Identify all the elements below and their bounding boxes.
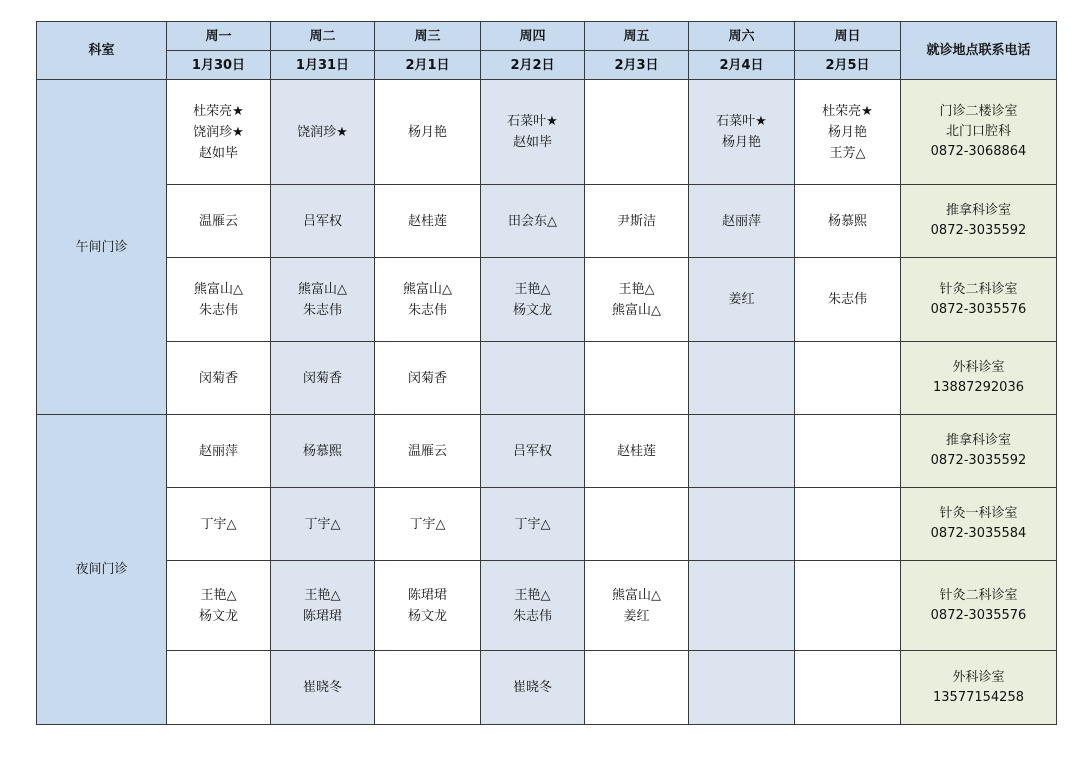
location-cell bbox=[901, 80, 1057, 185]
clinic-room-name: 针灸二科诊室 bbox=[939, 587, 1018, 603]
doctor-cell bbox=[271, 80, 375, 185]
phone-number: 0872-3035576 bbox=[930, 607, 1027, 623]
doctor-name: 朱志伟 bbox=[512, 608, 552, 624]
doctor-name: 王芳△ bbox=[829, 145, 866, 161]
doctor-cell bbox=[167, 651, 271, 725]
phone-number: 13577154258 bbox=[933, 689, 1024, 705]
clinic-room-name: 针灸一科诊室 bbox=[939, 506, 1018, 521]
clinic-room-name: 针灸二科诊室 bbox=[939, 281, 1018, 297]
doctor-name: 丁宇△ bbox=[514, 516, 551, 532]
doctor-name: 赵丽萍 bbox=[721, 213, 761, 229]
doctor-cell bbox=[689, 80, 795, 185]
phone-number: 0872-3035584 bbox=[930, 526, 1027, 541]
doctor-name: 温雁云 bbox=[407, 443, 447, 459]
doctor-cell bbox=[585, 651, 689, 725]
location-cell bbox=[901, 415, 1057, 488]
phone-number: 0872-3035592 bbox=[930, 453, 1027, 468]
doctor-cell bbox=[167, 80, 271, 185]
doctor-name: 王艳△ bbox=[618, 281, 655, 297]
doctor-name: 王艳△ bbox=[514, 281, 551, 297]
doctor-cell bbox=[481, 415, 585, 488]
doctor-name: 王艳△ bbox=[200, 587, 237, 603]
doctor-name: 闵菊香 bbox=[302, 370, 342, 386]
doctor-cell bbox=[375, 258, 481, 342]
doctor-name: 田会东△ bbox=[508, 213, 557, 229]
weekday-header: 周二 bbox=[271, 22, 375, 51]
doctor-cell bbox=[795, 488, 901, 561]
doctor-cell bbox=[795, 185, 901, 258]
doctor-name: 熊富山△ bbox=[298, 281, 347, 297]
doctor-cell bbox=[795, 258, 901, 342]
doctor-name: 朱志伟 bbox=[407, 302, 447, 318]
phone-number: 0872-3035576 bbox=[930, 301, 1027, 317]
table-row bbox=[37, 80, 1057, 185]
doctor-cell bbox=[585, 488, 689, 561]
doctor-cell bbox=[689, 185, 795, 258]
doctor-cell bbox=[585, 342, 689, 415]
doctor-name: 熊富山△ bbox=[612, 302, 661, 318]
doctor-name: 赵桂莲 bbox=[407, 213, 447, 229]
location-cell bbox=[901, 342, 1057, 415]
doctor-name: 熊富山△ bbox=[612, 587, 661, 603]
doctor-name: 饶润珍★ bbox=[193, 124, 244, 140]
location-cell bbox=[901, 258, 1057, 342]
table-row bbox=[37, 488, 1057, 561]
doctor-cell bbox=[375, 185, 481, 258]
doctor-cell bbox=[167, 258, 271, 342]
doctor-cell bbox=[481, 488, 585, 561]
doctor-cell bbox=[585, 258, 689, 342]
table-row bbox=[37, 258, 1057, 342]
phone-number: 0872-3068864 bbox=[930, 144, 1027, 159]
date-header: 2月2日 bbox=[481, 51, 585, 80]
doctor-name: 朱志伟 bbox=[302, 302, 342, 318]
doctor-cell bbox=[375, 80, 481, 185]
doctor-name: 赵如毕 bbox=[512, 135, 552, 150]
doctor-cell bbox=[689, 415, 795, 488]
doctor-cell bbox=[375, 488, 481, 561]
doctor-cell bbox=[167, 415, 271, 488]
doctor-cell bbox=[167, 342, 271, 415]
doctor-cell bbox=[481, 342, 585, 415]
phone-number: 0872-3035592 bbox=[930, 223, 1027, 238]
doctor-cell bbox=[795, 80, 901, 185]
doctor-name: 王艳△ bbox=[304, 587, 341, 603]
clinic-room-name: 门诊二楼诊室 bbox=[939, 104, 1018, 119]
doctor-cell bbox=[375, 342, 481, 415]
doctor-name: 杜荣亮★ bbox=[193, 103, 244, 119]
doctor-name: 赵桂莲 bbox=[616, 443, 656, 459]
weekday-header: 周一 bbox=[167, 22, 271, 51]
doctor-cell bbox=[167, 488, 271, 561]
doctor-name: 尹斯洁 bbox=[616, 213, 656, 229]
doctor-cell bbox=[481, 651, 585, 725]
doctor-name: 杜荣亮★ bbox=[822, 103, 873, 119]
phone-number: 13887292036 bbox=[933, 380, 1024, 395]
doctor-name: 饶润珍★ bbox=[297, 124, 348, 140]
doctor-cell bbox=[271, 415, 375, 488]
doctor-name: 杨文龙 bbox=[198, 608, 238, 624]
table-row bbox=[37, 185, 1057, 258]
doctor-name: 闵菊香 bbox=[198, 370, 238, 386]
doctor-cell bbox=[795, 651, 901, 725]
doctor-name: 姜红 bbox=[623, 608, 650, 624]
table-row bbox=[37, 415, 1057, 488]
date-header: 2月5日 bbox=[795, 51, 901, 80]
doctor-name: 朱志伟 bbox=[827, 292, 867, 307]
table-row bbox=[37, 651, 1057, 725]
doctor-cell bbox=[481, 561, 585, 651]
doctor-cell bbox=[795, 342, 901, 415]
table-row bbox=[37, 561, 1057, 651]
date-header: 2月1日 bbox=[375, 51, 481, 80]
location-cell bbox=[901, 651, 1057, 725]
doctor-cell bbox=[481, 185, 585, 258]
doctor-cell bbox=[689, 258, 795, 342]
location-column-header: 就诊地点联系电话 bbox=[901, 22, 1057, 80]
doctor-cell bbox=[271, 651, 375, 725]
location-cell bbox=[901, 185, 1057, 258]
date-header: 2月3日 bbox=[585, 51, 689, 80]
doctor-name: 温雁云 bbox=[198, 213, 238, 229]
weekday-header: 周日 bbox=[795, 22, 901, 51]
weekday-header: 周四 bbox=[481, 22, 585, 51]
doctor-cell bbox=[271, 342, 375, 415]
doctor-name: 丁宇△ bbox=[200, 516, 237, 532]
clinic-room-name: 推拿科诊室 bbox=[945, 203, 1011, 218]
doctor-cell bbox=[271, 258, 375, 342]
doctor-name: 陈珺珺 bbox=[407, 587, 447, 603]
date-header: 1月30日 bbox=[167, 51, 271, 80]
doctor-cell bbox=[271, 488, 375, 561]
doctor-name: 杨文龙 bbox=[407, 608, 447, 624]
date-header: 2月4日 bbox=[689, 51, 795, 80]
doctor-name: 吕军权 bbox=[302, 213, 342, 229]
doctor-cell bbox=[689, 488, 795, 561]
table-row bbox=[37, 342, 1057, 415]
doctor-name: 丁宇△ bbox=[304, 516, 341, 532]
doctor-cell bbox=[585, 415, 689, 488]
doctor-cell bbox=[689, 342, 795, 415]
doctor-name: 杨慕熙 bbox=[827, 213, 867, 229]
doctor-cell bbox=[375, 561, 481, 651]
doctor-name: 崔晓冬 bbox=[302, 680, 342, 695]
doctor-name: 吕军权 bbox=[512, 443, 552, 459]
weekday-header: 周六 bbox=[689, 22, 795, 51]
doctor-name: 王艳△ bbox=[514, 587, 551, 603]
doctor-name: 石菜叶★ bbox=[507, 114, 558, 129]
doctor-cell bbox=[689, 561, 795, 651]
doctor-name: 崔晓冬 bbox=[512, 680, 552, 695]
doctor-cell bbox=[375, 651, 481, 725]
doctor-cell bbox=[585, 80, 689, 185]
doctor-name: 杨月艳 bbox=[721, 135, 761, 150]
section-name-cell: 夜间门诊 bbox=[37, 415, 167, 725]
doctor-cell bbox=[585, 185, 689, 258]
doctor-cell bbox=[795, 415, 901, 488]
doctor-name: 陈珺珺 bbox=[302, 608, 342, 624]
doctor-name: 杨慕熙 bbox=[302, 443, 342, 459]
doctor-name: 闵菊香 bbox=[407, 370, 447, 386]
weekday-header: 周五 bbox=[585, 22, 689, 51]
doctor-cell bbox=[271, 561, 375, 651]
doctor-cell bbox=[375, 415, 481, 488]
weekday-header: 周三 bbox=[375, 22, 481, 51]
doctor-cell bbox=[689, 651, 795, 725]
doctor-cell bbox=[795, 561, 901, 651]
dept-column-header: 科室 bbox=[37, 22, 167, 80]
doctor-name: 姜红 bbox=[728, 292, 755, 307]
clinic-schedule-table bbox=[36, 21, 1057, 725]
clinic-room-name: 北门口腔科 bbox=[945, 124, 1011, 139]
location-cell bbox=[901, 488, 1057, 561]
clinic-room-name: 推拿科诊室 bbox=[945, 433, 1011, 448]
doctor-name: 丁宇△ bbox=[409, 516, 446, 532]
doctor-name: 石菜叶★ bbox=[716, 114, 767, 129]
clinic-room-name: 外科诊室 bbox=[952, 360, 1005, 375]
doctor-name: 熊富山△ bbox=[403, 281, 452, 297]
doctor-name: 杨文龙 bbox=[512, 302, 552, 318]
doctor-cell bbox=[271, 185, 375, 258]
doctor-name: 杨月艳 bbox=[407, 124, 447, 140]
doctor-name: 熊富山△ bbox=[194, 281, 243, 297]
date-header: 1月31日 bbox=[271, 51, 375, 80]
doctor-cell bbox=[167, 185, 271, 258]
doctor-cell bbox=[167, 561, 271, 651]
doctor-name: 赵丽萍 bbox=[198, 443, 238, 459]
doctor-cell bbox=[585, 561, 689, 651]
clinic-room-name: 外科诊室 bbox=[952, 669, 1005, 685]
doctor-name: 杨月艳 bbox=[827, 124, 867, 140]
doctor-name: 朱志伟 bbox=[198, 302, 238, 318]
location-cell bbox=[901, 561, 1057, 651]
doctor-name: 赵如毕 bbox=[198, 145, 238, 161]
section-name-cell: 午间门诊 bbox=[37, 80, 167, 415]
doctor-cell bbox=[481, 80, 585, 185]
doctor-cell bbox=[481, 258, 585, 342]
